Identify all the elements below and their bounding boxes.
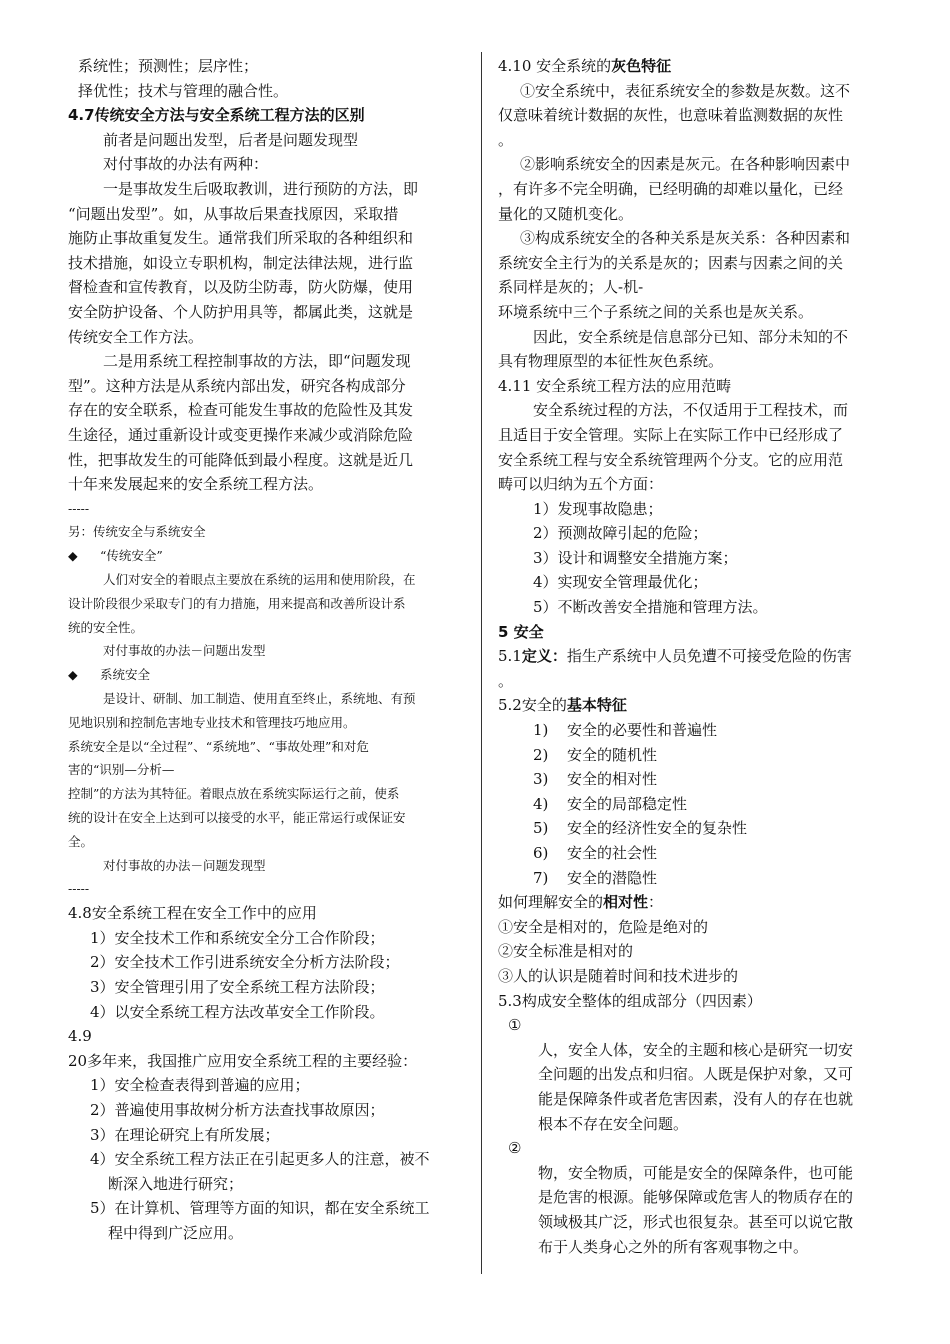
list-item: 2）普遍使用事故树分析方法查找事故原因； [90,1100,385,1119]
paragraph-line: 性，把事故发生的可能降低到最小程度。这就是近几 [68,450,414,469]
paragraph-line: 根本不存在安全问题。 [538,1114,689,1133]
list-item-continued: 程中得到广泛应用。 [108,1223,244,1242]
bullet-label: 系统安全 [100,667,151,683]
relativity-heading: 如何理解安全的相对性： [498,893,664,912]
paragraph-line: 十年来发展起来的安全系统工程方法。 [68,475,324,494]
paragraph-line: 督检查和宣传教育，以及防尘防毒，防火防爆，使用 [68,278,414,297]
list-item: 3）安全管理引用了安全系统工程方法阶段； [90,978,385,997]
section-heading-5-2: 5.2安全的基本特征 [498,696,627,715]
paragraph-line: 系统安全主行为的关系是灰的；因素与因素之间的关 [498,253,844,272]
bold-term: 基本特征 [566,696,627,715]
note-line: 控制”的方法为其特征。着眼点放在系统实际运行之前，使系 [68,786,400,802]
note-line: 系统安全是以“全过程”、“系统地”、“事故处理”和对危 [68,738,369,754]
paragraph-line: 安全系统工程与安全系统管理两个分支。它的应用范 [498,450,844,469]
separator: ----- [68,500,90,516]
section-heading-4-9: 4.9 [68,1027,92,1046]
list-item: 4) 安全的局部稳定性 [533,794,688,813]
section-heading-4-7: 4.7传统安全方法与安全系统工程方法的区别 [68,106,365,125]
note-line: 是设计、研制、加工制造、使用直至终止，系统地、有预 [103,691,416,707]
paragraph-line: 存在的安全联系，检查可能发生事故的危险性及其发 [68,401,414,420]
section-heading-4-11: 4.11 安全系统工程方法的应用范畴 [498,376,732,395]
note-line: 设计阶段很少采取专门的有力措施，用来提高和改善所设计系 [68,595,406,611]
paragraph-line: 。 [498,671,514,690]
paragraph-line: 技术措施，如设立专职机构，制定法律法规，进行监 [68,253,414,272]
paragraph-line: 能是保障条件或者危害因素，没有人的存在也就 [538,1089,854,1108]
text-line: ③人的认识是随着时间和技术进步的 [498,966,739,985]
note-line: 全。 [68,833,94,849]
paragraph-line: ，有许多不完全明确，已经明确的却难以量化，已经 [498,179,844,198]
list-item: 5）在计算机、管理等方面的知识，都在安全系统工 [90,1199,430,1218]
section-heading-4-10: 4.10 安全系统的灰色特征 [498,57,672,75]
paragraph-line: ①安全系统中，表征系统安全的参数是灰数。这不 [520,81,851,100]
note-line: 对付事故的办法－问题出发型 [103,643,266,659]
paragraph-line: 系同样是灰的；人-机- [498,278,644,297]
definition-line: 5.1定义：指生产系统中人员免遭不可接受危险的伤害 [498,647,852,666]
paragraph-line: 物，安全物质，可能是安全的保障条件，也可能 [538,1163,854,1182]
note-line: 人们对安全的着眼点主要放在系统的运用和使用阶段，在 [103,572,416,588]
list-item: 1）安全技术工作和系统安全分工合作阶段； [90,928,385,947]
item-marker: ② [508,1139,522,1158]
paragraph-line: 量化的又随机变化。 [498,204,634,223]
list-item: 4）安全系统工程方法正在引起更多人的注意，被不 [90,1150,430,1169]
section-heading-5-3: 5.3构成安全整体的组成部分（四因素） [498,991,762,1010]
separator: ----- [68,881,90,897]
paragraph-line: 且适目于安全管理。实际上在实际工作中已经形成了 [498,425,844,444]
paragraph-line: 二是用系统工程控制事故的方法，即“问题发现 [103,352,411,371]
bold-term: 灰色特征 [611,57,672,75]
note-line: 统的安全性。 [68,619,144,635]
paragraph-line: 领域极其广泛，形式也很复杂。甚至可以说它散 [538,1212,854,1231]
paragraph-line: 布于人类身心之外的所有客观事物之中。 [538,1237,809,1256]
list-item: 1) 安全的必要性和普遍性 [533,721,718,740]
list-item: 4）实现安全管理最优化； [533,573,708,592]
paragraph-line: 型”。这种方法是从系统内部出发，研究各构成部分 [68,376,406,395]
text-line: 择优性；技术与管理的融合性。 [78,81,289,100]
note-line: 统的设计在安全上达到可以接受的水平，能正常运行或保证安 [68,810,406,826]
text-line: ①安全是相对的，危险是绝对的 [498,917,709,936]
paragraph-line: 人，安全人体，安全的主题和核心是研究一切安 [538,1040,854,1059]
paragraph-line: 畴可以归纳为五个方面： [498,475,664,494]
list-item: 1）安全检查表得到普遍的应用； [90,1076,310,1095]
list-item: 3）设计和调整安全措施方案； [533,548,738,567]
paragraph-line: 安全防护设备、个人防护用具等，都属此类，这就是 [68,302,414,321]
text-line: ②安全标准是相对的 [498,942,634,961]
paragraph-line: 仅意味着统计数据的灰性，也意味着监测数据的灰性 [498,106,844,125]
list-item: 6) 安全的社会性 [533,844,658,862]
list-item: 7) 安全的潜隐性 [533,868,658,887]
paragraph-line: 具有物理原型的本征性灰色系统。 [498,352,724,371]
list-item: 3）在理论研究上有所发展； [90,1125,280,1144]
item-marker: ① [508,1016,522,1035]
list-item: 2) 安全的随机性 [533,745,658,764]
paragraph-line: 安全系统过程的方法，不仅适用于工程技术，而 [533,401,849,420]
note-heading: 另：传统安全与系统安全 [68,524,206,540]
bold-term: 相对性 [603,893,649,912]
list-item: 3) 安全的相对性 [533,770,658,789]
list-item-continued: 断深入地进行研究； [108,1174,244,1193]
text-line: 20多年来，我国推广应用安全系统工程的主要经验： [68,1051,418,1070]
paragraph-line: 是危害的根源。能够保障或危害人的物质存在的 [538,1188,854,1207]
paragraph-line: ③构成系统安全的各种关系是灰关系：各种因素和 [520,229,851,248]
bullet-label: “传统安全” [100,548,163,564]
paragraph-line: 环境系统中三个子系统之间的关系也是灰关系。 [498,302,814,321]
list-item: 2）预测故障引起的危险； [533,524,708,543]
paragraph-line: 因此，安全系统是信息部分已知、部分未知的不 [533,327,849,346]
diamond-bullet-icon: ◆ [68,667,78,683]
text-line: 系统性；预测性；层序性； [78,57,259,75]
paragraph-line: 全问题的出发点和归宿。人既是保护对象，又可 [538,1065,854,1084]
paragraph-line: 传统安全工作方法。 [68,327,204,346]
text-line: 对付事故的办法有两种： [103,155,269,174]
note-line: 害的“识别—分析— [68,762,175,778]
paragraph-line: 。 [498,130,514,149]
right-column [498,54,896,1259]
left-column [68,54,463,1246]
paragraph-line: 一是事故发生后吸取教训，进行预防的方法，即 [103,179,419,198]
section-heading-5: 5 安全 [498,622,544,641]
column-divider [481,52,482,1274]
section-heading-4-8: 4.8安全系统工程在安全工作中的应用 [68,904,317,923]
paragraph-line: 施防止事故重复发生。通常我们所采取的各种组织和 [68,229,414,248]
list-item: 5）不断改善安全措施和管理方法。 [533,598,768,617]
note-line: 见地识别和控制危害地专业技术和管理技巧地应用。 [68,714,356,730]
list-item: 4）以安全系统工程方法改革安全工作阶段。 [90,1002,385,1021]
list-item: 1）发现事故隐患； [533,499,663,518]
paragraph-line: “问题出发型”。如，从事故后果查找原因，采取措 [68,204,399,223]
text-line: 前者是问题出发型，后者是问题发现型 [103,130,359,149]
list-item: 2）安全技术工作引进系统安全分析方法阶段； [90,953,400,972]
paragraph-line: 生途径，通过重新设计或变更操作来减少或消除危险 [68,425,414,444]
note-line: 对付事故的办法－问题发现型 [103,857,266,873]
bold-term: 定义： [521,647,567,666]
list-item: 5) 安全的经济性安全的复杂性 [533,819,748,838]
diamond-bullet-icon: ◆ [68,548,78,564]
paragraph-line: ②影响系统安全的因素是灰元。在各种影响因素中 [520,155,851,174]
